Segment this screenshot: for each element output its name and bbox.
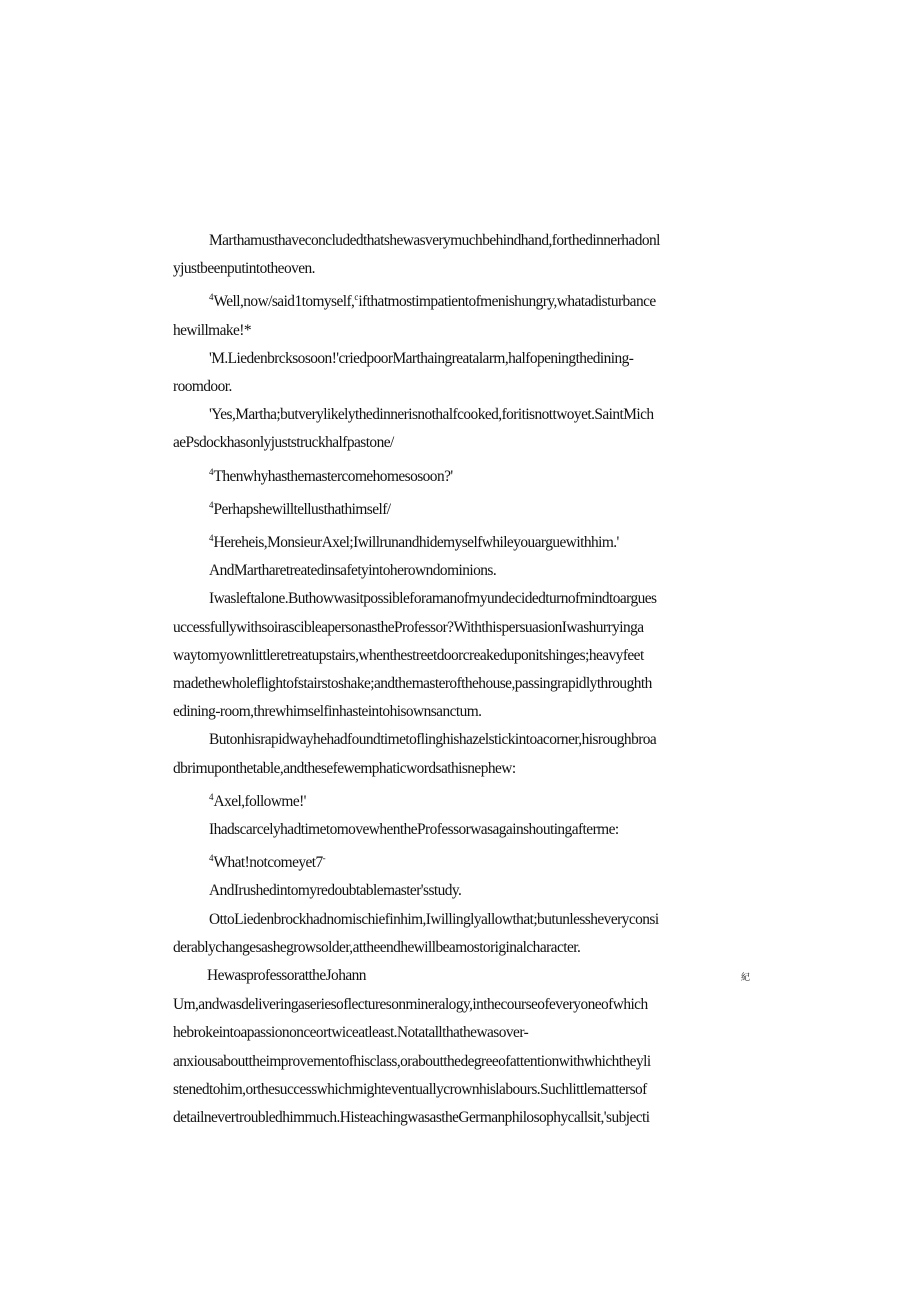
body-text bbox=[173, 227, 750, 1132]
text-line bbox=[173, 458, 750, 491]
quote-mark: 4 bbox=[209, 533, 214, 544]
text-line: Marthamusthaveconcludedthatshewasverymuchbehindhand,forthedinnerhadonl bbox=[209, 232, 660, 249]
text-line: dbrimuponthetable,andthesefewemphaticwordsathisnephew: bbox=[173, 759, 516, 777]
text-fragment: Thenwhyhasthemastercomehomesosoon?' bbox=[213, 467, 453, 485]
quote-mark-small: c bbox=[354, 292, 359, 303]
text-fragment: HewasprofessorattheJohann bbox=[207, 967, 366, 985]
text-line: Butonhisrapidwayhehadfoundtimetoflinghishazelstickintoacorner,hisroughbroa bbox=[209, 731, 657, 749]
text-line: roomdoor. bbox=[173, 378, 232, 396]
text-fragment: ifthatmostimpatientofmenishungry,whatadisturbance bbox=[358, 293, 656, 311]
text-line: AndIrushedintomyredoubtablemaster'sstudy. bbox=[209, 882, 462, 900]
text-line: uccessfullywithsoirascibleapersonastheProfessor?WiththispersuasionIwashurryinga bbox=[173, 618, 644, 636]
text-line: detailnevertroubledhimmuch.HisteachingwasastheGermanphilosophycallsit,'subjecti bbox=[173, 1109, 650, 1127]
quote-mark: 4 bbox=[209, 292, 214, 303]
text-line: hebrokeintoapassiononceortwiceatleast.Notatallthathewasover- bbox=[173, 1024, 529, 1042]
quote-mark: 4 bbox=[209, 791, 214, 802]
text-line: stenedtohim,orthesuccesswhichmighteventuallycrownhislabours.Suchlittlemattersof bbox=[173, 1080, 647, 1098]
quote-mark: 4 bbox=[209, 499, 214, 510]
text-line: Iwasleftalone.Buthowwasitpossibleforamanofmyundecidedturnofmindtoargues bbox=[209, 590, 657, 608]
text-line: OttoLiedenbrockhadnomischiefinhim,Iwillinglyallowthat;butunlessheveryconsi bbox=[209, 910, 659, 928]
text-fragment: What!notcomeyet7 bbox=[213, 854, 323, 872]
text-line: 'Yes,Martha;butverylikelythedinnerisnothalfcooked,foritisnottwoyet.SaintMich bbox=[209, 406, 654, 424]
text-line bbox=[173, 491, 750, 524]
text-line: hewillmake!* bbox=[173, 321, 252, 339]
text-line: aePsdockhasonlyjuststruckhalfpastone/ bbox=[173, 434, 394, 452]
text-line bbox=[173, 524, 750, 557]
text-fragment: Axel,followme!' bbox=[213, 792, 306, 810]
quote-mark-tiny: - bbox=[322, 853, 326, 864]
text-fragment: Perhapshewilltellusthathimself/ bbox=[213, 500, 391, 518]
quote-mark: 4 bbox=[209, 466, 214, 477]
quote-mark: 4 bbox=[209, 853, 214, 864]
text-line: waytomyownlittleretreatupstairs,whenthestreetdoorcreakeduponitshinges;heavyfeet bbox=[173, 646, 644, 664]
text-line bbox=[173, 844, 750, 877]
text-line: edining-room,threwhimselfinhasteintohisownsanctum. bbox=[173, 703, 482, 721]
text-line-with-margin-mark bbox=[173, 962, 750, 991]
text-line bbox=[173, 783, 750, 816]
margin-glyph: 紀 bbox=[740, 972, 750, 983]
text-fragment: Well,now/said1tomyself, bbox=[213, 293, 355, 311]
text-line: anxiousabouttheimprovementofhisclass,oraboutthedegreeofattentionwithwhichtheyli bbox=[173, 1052, 651, 1070]
text-line: AndMartharetreatedinsafetyintoherowndominions. bbox=[209, 562, 497, 580]
text-line: yjustbeenputintotheoven. bbox=[173, 260, 315, 278]
text-line: Um,andwasdeliveringaseriesoflecturesonmineralogy,inthecourseofeveryoneofwhich bbox=[173, 996, 648, 1014]
text-line: 'M.Liedenbrcksosoon!'criedpoorMarthaingreatalarm,halfopeningthedining- bbox=[209, 349, 634, 367]
text-line: IhadscarcelyhadtimetomovewhentheProfessorwasagainshoutingafterme: bbox=[209, 821, 619, 839]
text-fragment: Hereheis,MonsieurAxel;Iwillrunandhidemyselfwhileyouarguewithhim.' bbox=[213, 534, 619, 552]
text-line: madethewholeflightofstairstoshake;andthemasterofthehouse,passingrapidlythroughth bbox=[173, 675, 652, 693]
text-line bbox=[173, 283, 750, 316]
text-line: derablychangesashegrowsolder,attheendhewillbeamostoriginalcharacter. bbox=[173, 938, 581, 956]
